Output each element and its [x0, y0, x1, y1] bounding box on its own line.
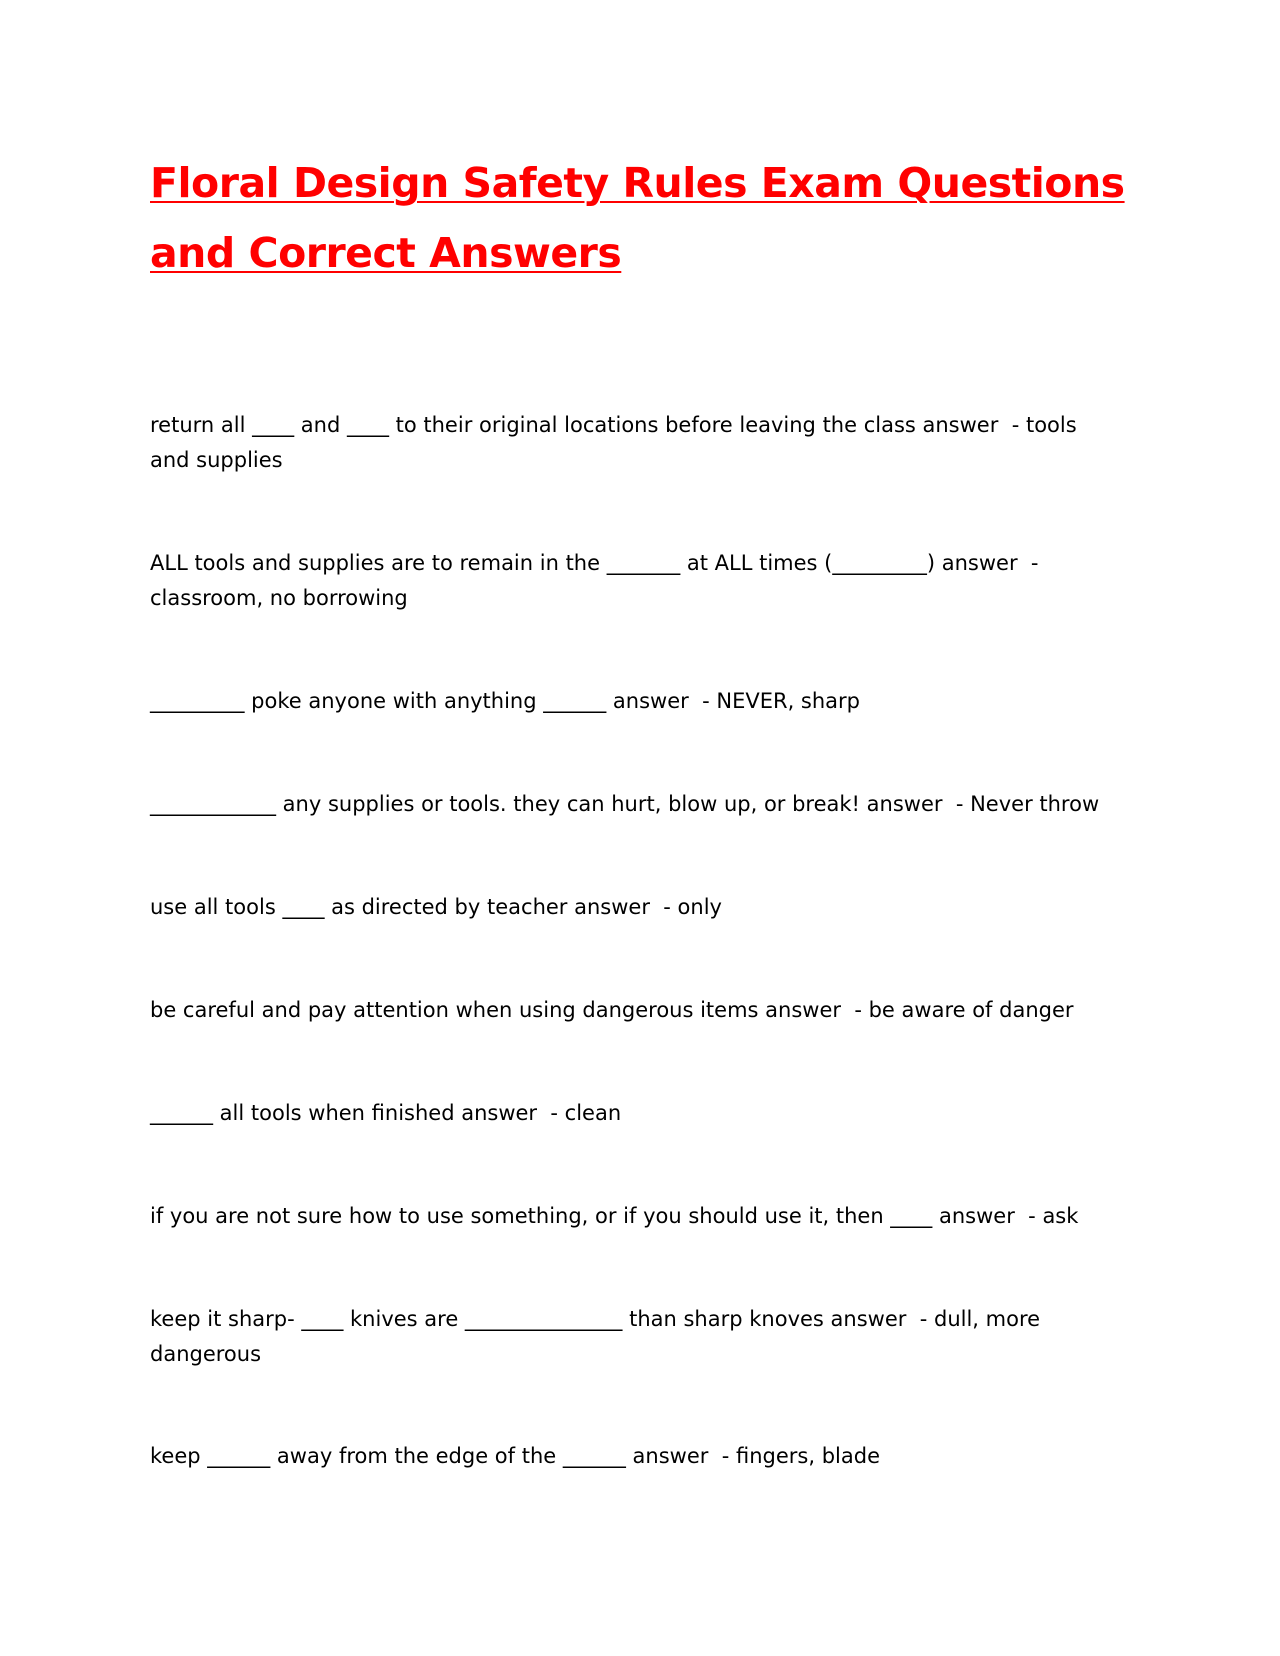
qa-item-4: ____________ any supplies or tools. they can hurt, blow up, or break! answer - Never throw — [150, 792, 1100, 816]
qa-item-1: return all ____ and ____ to their original locations before leaving the class answer - tools and supplies — [150, 413, 1084, 472]
qa-item-9: keep it sharp- ____ knives are _______________ than sharp knoves answer - dull, more dangerous — [150, 1307, 1047, 1366]
qa-item-7: ______ all tools when finished answer - clean — [150, 1101, 622, 1125]
qa-item-5: use all tools ____ as directed by teacher answer - only — [150, 895, 722, 919]
qa-item-10: keep ______ away from the edge of the ______ answer - fingers, blade — [150, 1444, 880, 1468]
qa-item-3: _________ poke anyone with anything ______ answer - NEVER, sharp — [150, 689, 861, 713]
qa-item-2: ALL tools and supplies are to remain in the _______ at ALL times (_________) answer - classroom, no borrowing — [150, 551, 1046, 610]
qa-item-8: if you are not sure how to use something, or if you should use it, then ____ answer - ask — [150, 1204, 1079, 1228]
qa-item-6: be careful and pay attention when using dangerous items answer - be aware of danger — [150, 998, 1074, 1022]
document-title: Floral Design Safety Rules Exam Questions and Correct Answers — [150, 159, 1125, 277]
